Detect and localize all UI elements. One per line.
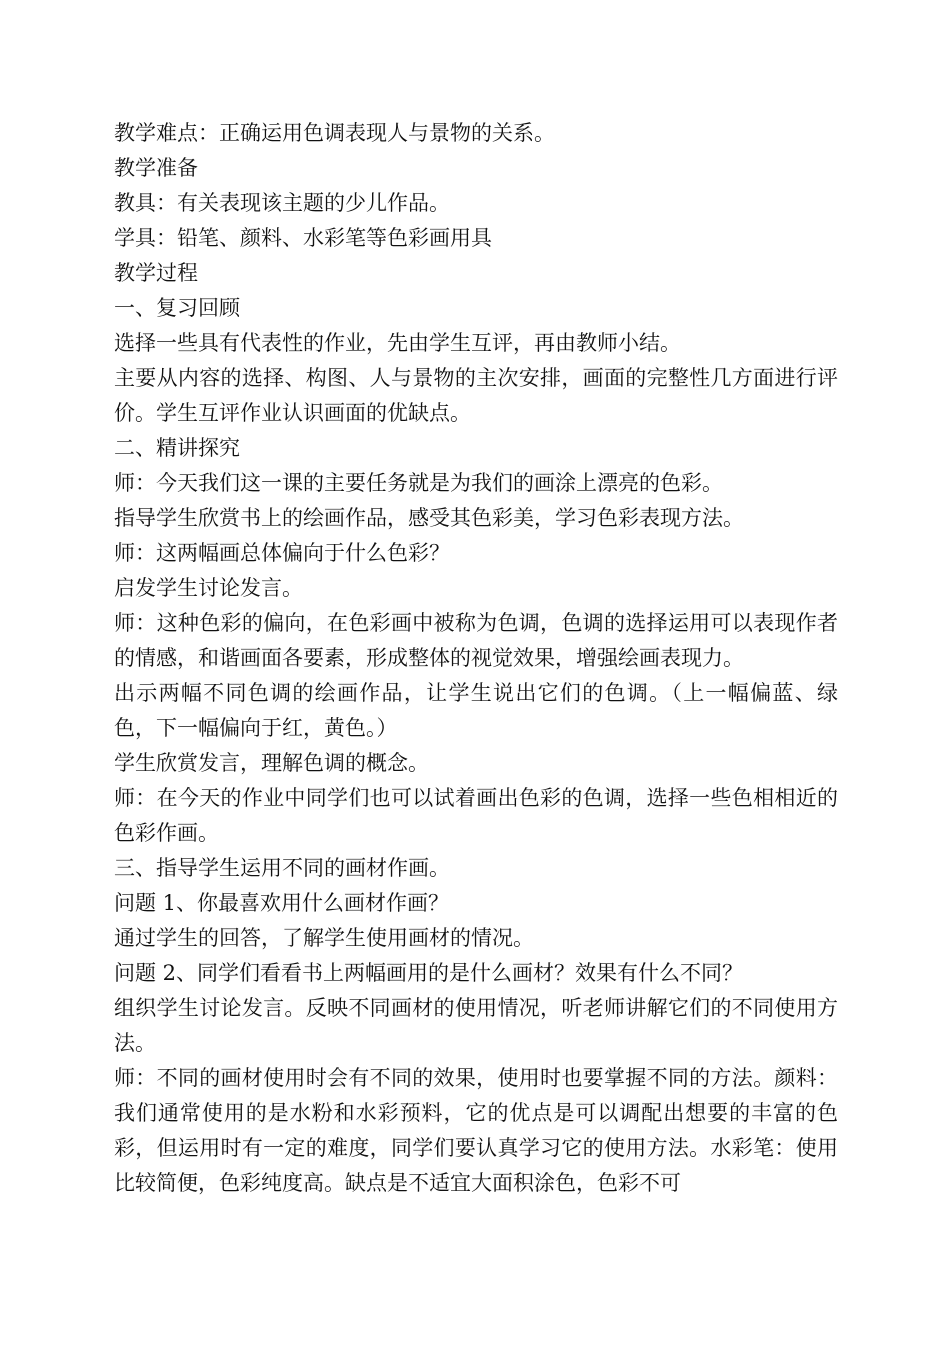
section-heading-materials: 三、指导学生运用不同的画材作画。 (114, 856, 450, 880)
heading-teaching-process: 教学过程 (114, 261, 198, 285)
paragraph: 师：今天我们这一课的主要任务就是为我们的画涂上漂亮的色彩。 (114, 471, 723, 495)
paragraph: 通过学生的回答，了解学生使用画材的情况。 (114, 926, 534, 950)
paragraph: 启发学生讨论发言。 (114, 576, 303, 600)
paragraph-teaching-tools: 教具：有关表现该主题的少儿作品。 (114, 191, 450, 215)
paragraph-question-1: 问题 1、你最喜欢用什么画材作画？ (114, 891, 450, 915)
paragraph: 师：这两幅画总体偏向于什么色彩？ (114, 541, 450, 565)
section-heading-explore: 二、精讲探究 (114, 436, 240, 460)
paragraph: 选择一些具有代表性的作业，先由学生互评，再由教师小结。 (114, 331, 681, 355)
section-heading-review: 一、复习回顾 (114, 296, 240, 320)
paragraph: 学生欣赏发言，理解色调的概念。 (114, 751, 429, 775)
paragraph-question-2: 问题 2、同学们看看书上两幅画用的是什么画材？效果有什么不同？ (114, 961, 744, 985)
paragraph: 师：不同的画材使用时会有不同的效果，使用时也要掌握不同的方法。颜料：我们通常使用的是水粉和水彩预料，它的优点是可以调配出想要的丰富的色彩，但运用时有一定的难度，同学们要认真学习它的使用方法。水彩笔：使用比较简便，色彩纯度高。缺点是不适宜大面积涂色，色彩不可 (114, 1066, 838, 1195)
paragraph: 主要从内容的选择、构图、人与景物的主次安排，画面的完整性几方面进行评价。学生互评作业认识画面的优缺点。 (114, 366, 838, 425)
paragraph: 师：在今天的作业中同学们也可以试着画出色彩的色调，选择一些色相相近的色彩作画。 (114, 786, 838, 845)
paragraph-student-tools: 学具：铅笔、颜料、水彩笔等色彩画用具 (114, 226, 492, 250)
paragraph: 指导学生欣赏书上的绘画作品，感受其色彩美，学习色彩表现方法。 (114, 506, 744, 530)
paragraph-teaching-difficulty: 教学难点：正确运用色调表现人与景物的关系。 (114, 121, 555, 145)
paragraph: 组织学生讨论发言。反映不同画材的使用情况，听老师讲解它们的不同使用方法。 (114, 996, 838, 1055)
heading-teaching-preparation: 教学准备 (114, 156, 198, 180)
paragraph: 师：这种色彩的偏向，在色彩画中被称为色调，色调的选择运用可以表现作者的情感，和谐画面各要素，形成整体的视觉效果，增强绘画表现力。 (114, 611, 838, 670)
paragraph: 出示两幅不同色调的绘画作品，让学生说出它们的色调。（上一幅偏蓝、绿色，下一幅偏向于红，黄色。） (114, 681, 838, 740)
document-body (114, 116, 838, 1201)
